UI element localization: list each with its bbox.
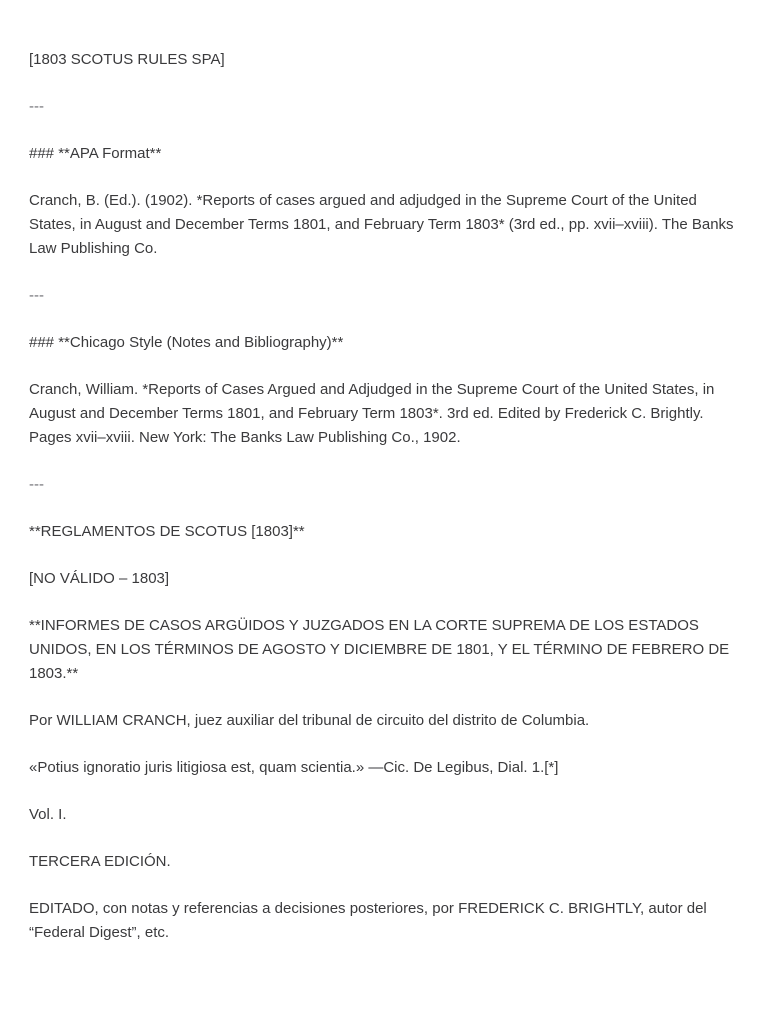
- author-line: Por WILLIAM CRANCH, juez auxiliar del tribunal de circuito del distrito de Columbia.: [29, 712, 590, 729]
- epigraph: «Potius ignoratio juris litigiosa est, quam scientia.» —Cic. De Legibus, Dial. 1.[*]: [29, 759, 559, 776]
- apa-citation: Cranch, B. (Ed.). (1902). *Reports of cases argued and adjudged in the Supreme Court of the United States, in August and December Terms 1801, and February Term 1803* (3rd ed., pp. xvii–xviii). The Banks Law Publishing Co.: [29, 192, 738, 257]
- spanish-title: **REGLAMENTOS DE SCOTUS [1803]**: [29, 523, 305, 540]
- section-heading-chicago: ### **Chicago Style (Notes and Bibliography)**: [29, 334, 344, 351]
- section-heading-apa: ### **APA Format**: [29, 145, 162, 162]
- separator: ---: [29, 98, 44, 115]
- chicago-citation: Cranch, William. *Reports of Cases Argued and Adjudged in the Supreme Court of the United States, in August and December Terms 1801, and February Term 1803*. 3rd ed. Edited by Frederick C. Brightly. Pages xvii–xviii. New York: The Banks Law Publishing Co., 1902.: [29, 381, 718, 446]
- document-label: [1803 SCOTUS RULES SPA]: [29, 51, 225, 68]
- document-body: [29, 48, 741, 968]
- separator: ---: [29, 287, 44, 304]
- validity-note: [NO VÁLIDO – 1803]: [29, 570, 170, 587]
- volume-line: Vol. I.: [29, 806, 67, 823]
- edition-line: TERCERA EDICIÓN.: [29, 853, 171, 870]
- separator: ---: [29, 476, 44, 493]
- editor-line: EDITADO, con notas y referencias a decisiones posteriores, por FREDERICK C. BRIGHTLY, autor del “Federal Digest”, etc.: [29, 900, 711, 941]
- report-title: **INFORMES DE CASOS ARGÜIDOS Y JUZGADOS EN LA CORTE SUPREMA DE LOS ESTADOS UNIDOS, EN LOS TÉRMINOS DE AGOSTO Y DICIEMBRE DE 1801, Y EL TÉRMINO DE FEBRERO DE 1803.**: [29, 617, 734, 682]
